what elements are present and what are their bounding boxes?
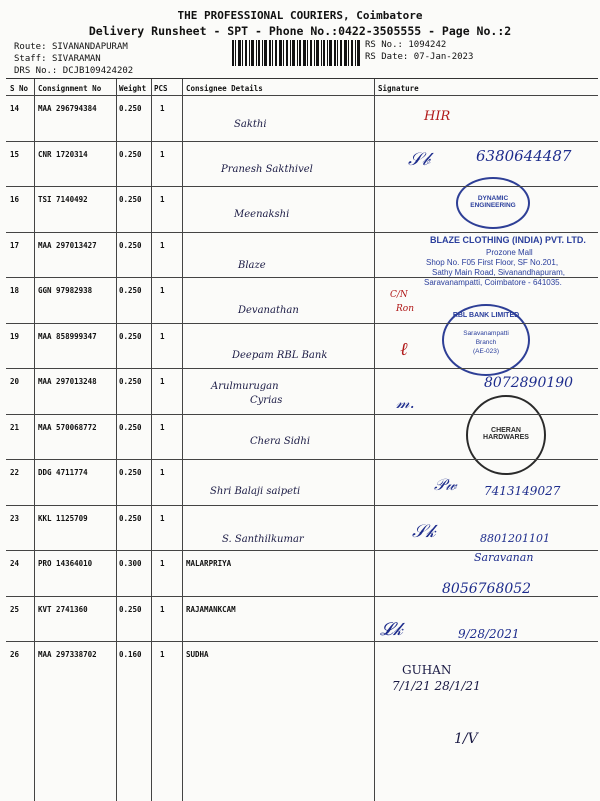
cell-consignee: MALARPRIYA [186, 559, 232, 568]
handwritten-consignee: Arulmurugan [211, 381, 279, 392]
rs-date-info [365, 52, 473, 62]
handwritten-phone: 6380644487 [476, 147, 572, 165]
row-divider [6, 459, 598, 460]
row-divider [6, 277, 598, 278]
handwritten-consignee: Shri Balaji saipeti [210, 486, 301, 497]
cell-weight: 0.250 [119, 195, 142, 204]
handwritten-consignee: Pranesh Sakthivel [221, 164, 313, 175]
drs-label: DRS No.: [14, 66, 58, 76]
handwritten-mark: 1/V [454, 731, 478, 747]
signature-scribble: 𝒮𝓀 [412, 521, 436, 542]
rs-date-label: RS Date: [365, 52, 409, 62]
handwritten-consignee: Devanathan [238, 305, 299, 316]
blaze-stamp-line: Saravanampatti, Coimbatore - 641035. [424, 278, 562, 287]
column-divider [182, 79, 183, 801]
cell-consignee: SUDHA [186, 650, 209, 659]
drs-value: DCJB109424202 [62, 66, 134, 76]
cell-weight: 0.160 [119, 650, 142, 659]
cell-sno: 23 [10, 513, 20, 523]
handwritten-consignee: Blaze [238, 260, 266, 271]
handwritten-consignee: S. Santhilkumar [222, 534, 304, 545]
cell-sno: 25 [10, 604, 20, 614]
row-divider [6, 141, 598, 142]
signature-scribble: 𝒮𝒷 [408, 149, 430, 170]
cell-weight: 0.250 [119, 377, 142, 386]
signature-scribble: 𝓂. [396, 393, 415, 412]
dynamic-engineering-stamp [456, 177, 530, 229]
cell-pcs: 1 [160, 195, 165, 204]
cell-sno: 18 [10, 286, 20, 295]
stamp-text: CHERAN HARDWARES [483, 427, 529, 441]
handwritten-signature: HIR [424, 109, 451, 124]
cell-pcs: 1 [160, 422, 165, 432]
stamp-text: RBL BANK LIMITED [452, 312, 520, 319]
cell-weight: 0.250 [119, 604, 142, 614]
stamp-text: (AE-023) [472, 348, 499, 355]
signature-scribble: 𝒫𝓌 [434, 475, 457, 494]
row-divider [6, 550, 598, 551]
cell-consignment: DDG 4711774 [38, 468, 88, 477]
blaze-stamp-line: Sathy Main Road, Sivanandhapuram, [432, 268, 565, 277]
cell-weight: 0.250 [119, 104, 142, 113]
cell-pcs: 1 [160, 650, 165, 659]
handwritten-consignee: Sakthi [234, 119, 267, 130]
staff-label: Staff: [14, 54, 47, 64]
row-divider [6, 323, 598, 324]
rs-date-value: 07-Jan-2023 [413, 52, 474, 62]
handwritten-phone: 8801201101 [480, 532, 550, 545]
row-divider [6, 505, 598, 506]
drs-info [14, 66, 133, 76]
cell-pcs: 1 [160, 604, 165, 614]
blaze-stamp-line: Prozone Mall [486, 248, 533, 257]
cell-consignment: CNR 1720314 [38, 149, 88, 159]
cell-sno: 24 [10, 559, 20, 568]
handwritten-signature: GUHAN [402, 663, 452, 677]
cell-sno: 15 [10, 149, 20, 159]
col-header-signature: Signature [378, 84, 419, 93]
signature-scribble: ℓ [400, 339, 408, 360]
cell-weight: 0.250 [119, 331, 142, 341]
cell-sno: 21 [10, 422, 20, 432]
handwritten-date: 9/28/2021 [458, 627, 520, 641]
stamp-text: Branch [475, 339, 497, 346]
barcode [232, 40, 360, 66]
rs-no-label: RS No.: [365, 40, 403, 50]
cell-sno: 20 [10, 377, 20, 386]
cell-weight: 0.300 [119, 559, 142, 568]
cell-weight: 0.250 [119, 240, 142, 250]
cell-consignment: MAA 297338702 [38, 650, 97, 659]
cell-weight: 0.250 [119, 149, 142, 159]
cell-consignment: KKL 1125709 [38, 513, 88, 523]
column-divider [116, 79, 117, 801]
row-divider [6, 232, 598, 233]
col-header-pcs: PCS [154, 84, 168, 93]
cell-sno: 22 [10, 468, 20, 477]
runsheet-table [6, 78, 598, 801]
runsheet-subtitle: Delivery Runsheet - SPT - Phone No.:0422-3505555 - Page No.:2 [88, 24, 512, 38]
stamp-text: DYNAMIC ENGINEERING [470, 195, 516, 209]
cell-consignment: MAA 570068772 [38, 422, 97, 432]
row-divider [6, 414, 598, 415]
cell-pcs: 1 [160, 240, 165, 250]
staff-info [14, 54, 101, 64]
col-header-consignee: Consignee Details [186, 84, 263, 93]
cell-pcs: 1 [160, 104, 165, 113]
row-divider [6, 596, 598, 597]
route-info [14, 42, 128, 52]
col-header-weight: Weight [119, 84, 147, 93]
column-divider [374, 79, 375, 801]
column-divider [34, 79, 35, 801]
col-header-consignment: Consignment No [38, 84, 102, 93]
handwritten-consignee: Meenakshi [234, 209, 290, 220]
row-divider [6, 368, 598, 369]
rs-no-info [365, 40, 446, 50]
cell-weight: 0.250 [119, 422, 142, 432]
cheran-hardwares-stamp [466, 395, 546, 475]
header-divider [6, 95, 598, 96]
rs-no-value: 1094242 [408, 40, 447, 50]
blaze-stamp-title: BLAZE CLOTHING (INDIA) PVT. LTD. [430, 235, 586, 245]
route-value: SIVANANDAPURAM [51, 42, 128, 52]
cell-pcs: 1 [160, 513, 165, 523]
cell-consignment: MAA 858999347 [38, 331, 97, 341]
column-divider [151, 79, 152, 801]
cell-consignment: MAA 297013248 [38, 377, 97, 386]
cell-sno: 26 [10, 650, 20, 659]
handwritten-phone: 8056768052 [442, 581, 532, 597]
cell-pcs: 1 [160, 468, 165, 477]
cell-consignment: KVT 2741360 [38, 604, 88, 614]
handwritten-phone: 7413149027 [484, 484, 561, 498]
cell-pcs: 1 [160, 149, 165, 159]
cell-weight: 0.250 [119, 468, 142, 477]
row-divider [6, 641, 598, 642]
signature-scribble: 𝓛𝓀 [380, 619, 403, 640]
cell-weight: 0.250 [119, 513, 142, 523]
cell-consignment: PRO 14364010 [38, 559, 93, 568]
handwritten-phone: 8072890190 [484, 375, 574, 391]
cell-consignee: RAJAMANKCAM [186, 604, 236, 614]
staff-value: SIVARAMAN [51, 54, 101, 64]
page-title: THE PROFESSIONAL COURIERS, Coimbatore [177, 9, 423, 22]
cell-sno: 16 [10, 195, 20, 204]
cell-pcs: 1 [160, 377, 165, 386]
handwritten-date: 7/1/21 28/1/21 [392, 679, 481, 693]
handwritten-consignee: Chera Sidhi [250, 436, 311, 447]
cell-pcs: 1 [160, 286, 165, 295]
cell-consignment: MAA 297013427 [38, 240, 97, 250]
cell-weight: 0.250 [119, 286, 142, 295]
handwritten-note: Ron [396, 304, 414, 314]
cell-consignment: GGN 97982938 [38, 286, 93, 295]
blaze-stamp-line: Shop No. F05 First Floor, SF No.201, [426, 258, 559, 267]
cell-sno: 19 [10, 331, 20, 341]
handwritten-note: C/N [390, 290, 408, 300]
handwritten-signature: Saravanan [474, 551, 534, 564]
handwritten-consignee: Deepam RBL Bank [232, 350, 328, 361]
stamp-text: Saravanampatti [463, 330, 509, 337]
rbl-bank-stamp [442, 304, 530, 376]
cell-consignment: TSI 7140492 [38, 195, 88, 204]
route-label: Route: [14, 42, 47, 52]
cell-sno: 17 [10, 240, 20, 250]
row-divider [6, 186, 598, 187]
handwritten-consignee: Cyrias [250, 395, 283, 406]
cell-sno: 14 [10, 104, 20, 113]
cell-pcs: 1 [160, 559, 165, 568]
col-header-sno: S No [10, 84, 29, 93]
cell-pcs: 1 [160, 331, 165, 341]
cell-consignment: MAA 296794384 [38, 104, 97, 113]
